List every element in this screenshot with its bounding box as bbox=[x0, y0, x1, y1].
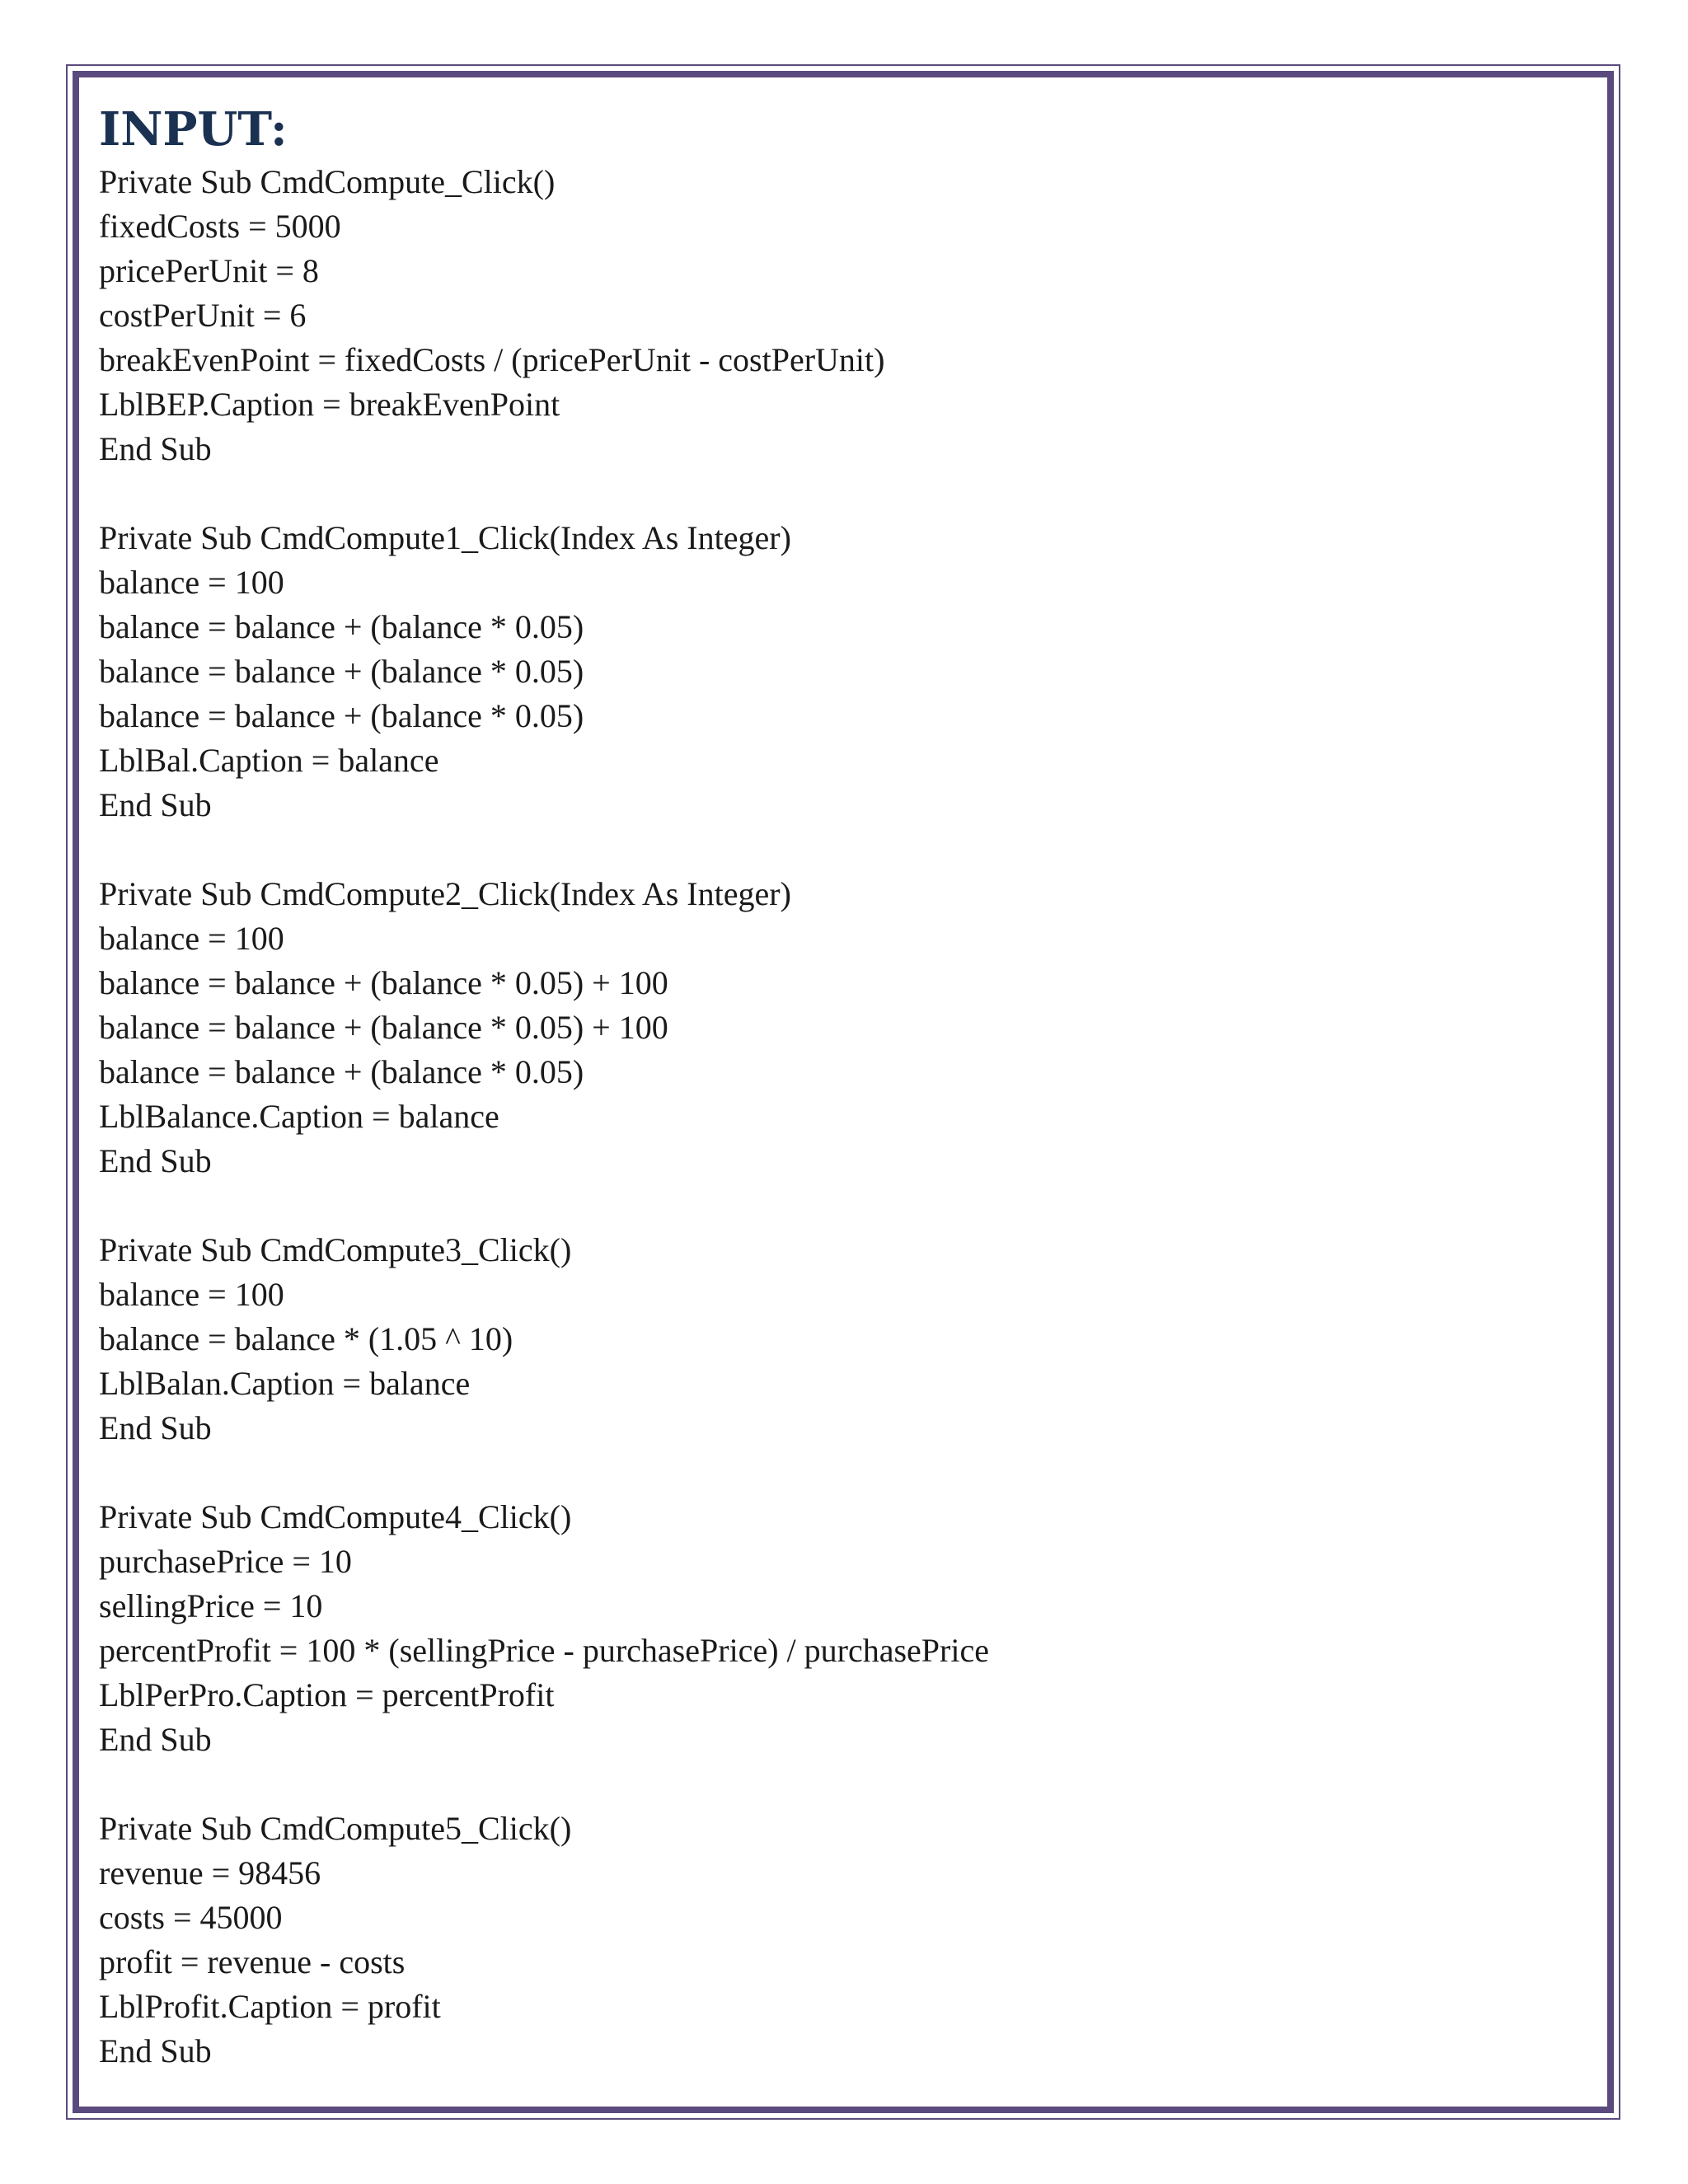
code-line: balance = balance + (balance * 0.05) bbox=[99, 608, 584, 645]
code-line: balance = 100 bbox=[99, 1276, 284, 1313]
code-line: LblBEP.Caption = breakEvenPoint bbox=[99, 386, 560, 423]
code-line: End Sub bbox=[99, 786, 212, 823]
code-line: fixedCosts = 5000 bbox=[99, 208, 341, 245]
code-line: End Sub bbox=[99, 2032, 212, 2069]
code-line: LblBal.Caption = balance bbox=[99, 742, 439, 779]
code-block bbox=[99, 1807, 1566, 2074]
code-line: LblBalan.Caption = balance bbox=[99, 1365, 471, 1402]
code-line: Private Sub CmdCompute4_Click() bbox=[99, 1498, 572, 1535]
code-line: balance = balance + (balance * 0.05) bbox=[99, 697, 584, 734]
code-line: Private Sub CmdCompute_Click() bbox=[99, 163, 556, 200]
document-content bbox=[99, 99, 1566, 2074]
code-line: profit = revenue - costs bbox=[99, 1943, 406, 1980]
code-line: End Sub bbox=[99, 1721, 212, 1758]
code-line: balance = balance + (balance * 0.05) + 100 bbox=[99, 964, 668, 1001]
code-block bbox=[99, 160, 1566, 471]
code-line: Private Sub CmdCompute2_Click(Index As Integer) bbox=[99, 875, 791, 912]
code-line: Private Sub CmdCompute5_Click() bbox=[99, 1810, 572, 1847]
code-block bbox=[99, 1228, 1566, 1451]
code-line: percentProfit = 100 * (sellingPrice - purchasePrice) / purchasePrice bbox=[99, 1632, 989, 1669]
code-line: sellingPrice = 10 bbox=[99, 1587, 323, 1624]
code-line: Private Sub CmdCompute1_Click(Index As Integer) bbox=[99, 519, 791, 556]
code-listing bbox=[99, 160, 1566, 2074]
code-block bbox=[99, 872, 1566, 1183]
code-line: costPerUnit = 6 bbox=[99, 297, 307, 334]
code-line: Private Sub CmdCompute3_Click() bbox=[99, 1231, 572, 1268]
code-line: balance = balance + (balance * 0.05) bbox=[99, 653, 584, 690]
code-line: End Sub bbox=[99, 430, 212, 467]
code-line: balance = balance * (1.05 ^ 10) bbox=[99, 1320, 513, 1357]
code-line: balance = balance + (balance * 0.05) bbox=[99, 1053, 584, 1090]
code-line: balance = 100 bbox=[99, 564, 284, 601]
code-block bbox=[99, 516, 1566, 827]
code-line: End Sub bbox=[99, 1409, 212, 1446]
input-heading: INPUT: bbox=[99, 102, 288, 157]
code-line: End Sub bbox=[99, 1142, 212, 1179]
code-line: balance = 100 bbox=[99, 920, 284, 957]
code-line: costs = 45000 bbox=[99, 1899, 283, 1936]
code-line: breakEvenPoint = fixedCosts / (pricePerUnit - costPerUnit) bbox=[99, 341, 885, 378]
code-line: LblProfit.Caption = profit bbox=[99, 1988, 441, 2025]
code-line: revenue = 98456 bbox=[99, 1854, 321, 1891]
code-line: LblBalance.Caption = balance bbox=[99, 1098, 499, 1135]
code-line: purchasePrice = 10 bbox=[99, 1543, 352, 1580]
code-line: balance = balance + (balance * 0.05) + 100 bbox=[99, 1009, 668, 1046]
code-block bbox=[99, 1495, 1566, 1762]
code-line: LblPerPro.Caption = percentProfit bbox=[99, 1676, 555, 1713]
code-line: pricePerUnit = 8 bbox=[99, 252, 319, 289]
